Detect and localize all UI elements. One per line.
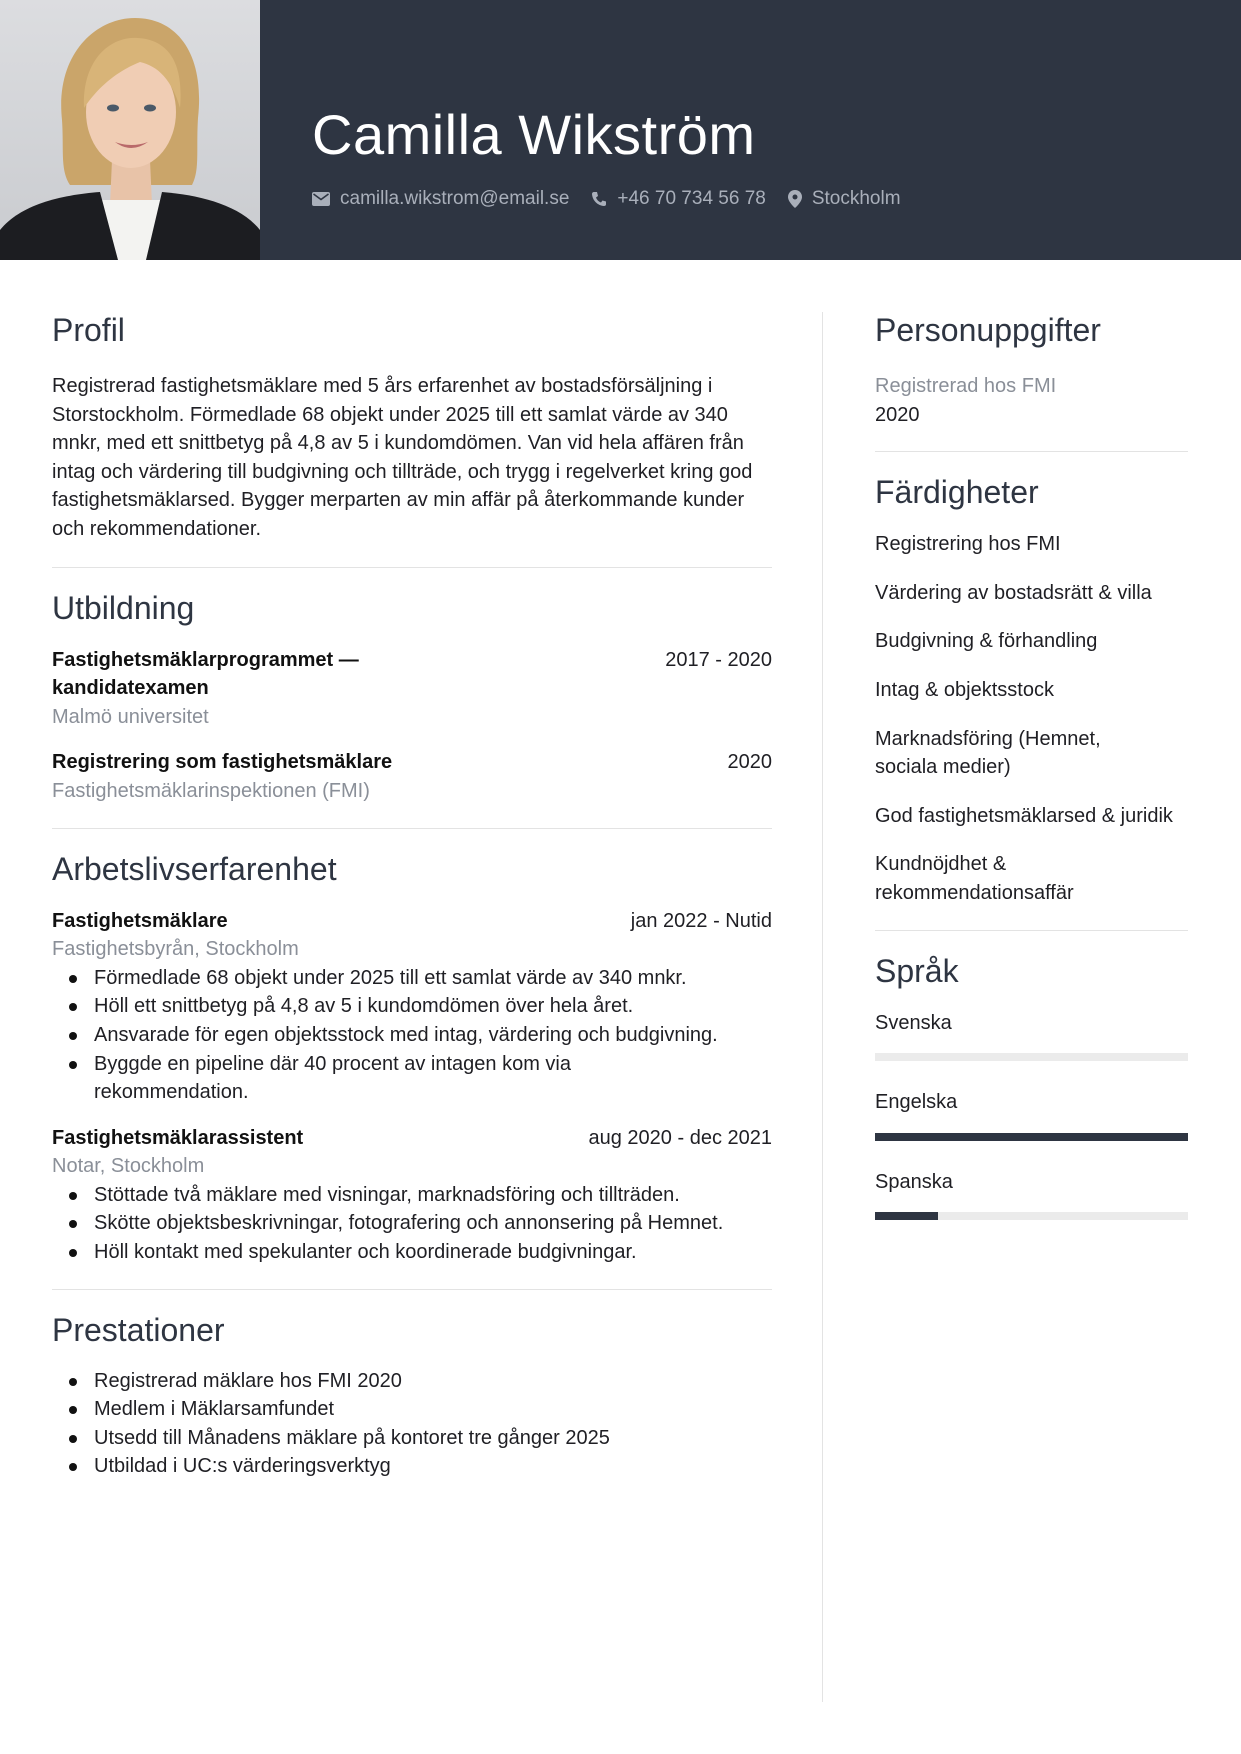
phone-text: +46 70 734 56 78 bbox=[617, 188, 766, 209]
job-company: Notar, Stockholm bbox=[52, 1155, 205, 1178]
location-pin-icon bbox=[788, 190, 802, 208]
experience-title: Arbetslivserfarenhet bbox=[52, 850, 337, 887]
education-degree: Fastighetsmäklarprogrammet — kandidatexamen bbox=[52, 648, 359, 700]
profile-photo bbox=[0, 0, 260, 260]
candidate-name: Camilla Wikström bbox=[312, 103, 756, 166]
personal-title: Personuppgifter bbox=[875, 312, 1101, 348]
personal-label: Registrerad hos FMI bbox=[875, 375, 1057, 397]
portrait-image bbox=[0, 0, 260, 260]
achievements-title: Prestationer bbox=[52, 1311, 225, 1348]
list-item: Skötte objektsbeskrivningar, fotografering och annonsering på Hemnet. bbox=[52, 1209, 772, 1238]
divider bbox=[875, 451, 1188, 452]
language-name: Spanska bbox=[875, 1170, 953, 1193]
skill-item: Registrering hos FMI bbox=[875, 533, 1061, 556]
list-item: Höll ett snittbetyg på 4,8 av 5 i kundomdömen över hela året. bbox=[52, 992, 772, 1021]
education-section bbox=[52, 588, 772, 806]
language-level-bar bbox=[875, 1212, 1188, 1220]
language-level-fill bbox=[875, 1133, 1188, 1141]
list-item: Höll kontakt med spekulanter och koordinerade budgivningar. bbox=[52, 1238, 772, 1267]
education-date: 2017 - 2020 bbox=[665, 648, 772, 671]
experience-item bbox=[52, 1124, 772, 1267]
language-level-bar bbox=[875, 1053, 1188, 1061]
skill-item: God fastighetsmäklarsed & juridik bbox=[875, 804, 1173, 827]
experience-section bbox=[52, 849, 772, 1267]
personal-value: 2020 bbox=[875, 403, 920, 426]
divider bbox=[52, 1289, 772, 1290]
list-item: Förmedlade 68 objekt under 2025 till ett samlat värde av 340 mnkr. bbox=[52, 964, 772, 993]
job-bullets bbox=[52, 1181, 772, 1267]
divider bbox=[52, 828, 772, 829]
skills-title: Färdigheter bbox=[875, 474, 1039, 511]
list-item: Utbildad i UC:s värderingsverktyg bbox=[52, 1452, 772, 1481]
list-item: Registrerad mäklare hos FMI 2020 bbox=[52, 1367, 772, 1396]
skill-item: Kundnöjdhet & rekommendationsaffär bbox=[875, 853, 1074, 904]
list-item: Ansvarade för egen objektsstock med intag, värdering och budgivning. bbox=[52, 1021, 772, 1050]
side-column bbox=[875, 310, 1188, 1220]
education-degree: Registrering som fastighetsmäklare bbox=[52, 751, 393, 774]
achievements-list bbox=[52, 1367, 772, 1481]
skills-list bbox=[875, 530, 1188, 907]
main-column bbox=[52, 310, 772, 1481]
location-text: Stockholm bbox=[811, 188, 901, 209]
skill-item: Värdering av bostadsrätt & villa bbox=[875, 581, 1152, 604]
header-text bbox=[312, 100, 901, 210]
language-name: Svenska bbox=[875, 1011, 952, 1034]
education-school: Fastighetsmäklarinspektionen (FMI) bbox=[52, 779, 370, 802]
phone-icon bbox=[591, 191, 607, 207]
language-item bbox=[875, 1009, 1188, 1062]
language-name: Engelska bbox=[875, 1091, 958, 1114]
list-item: Byggde en pipeline där 40 procent av intagen kom via rekommendation. bbox=[52, 1050, 772, 1107]
education-item bbox=[52, 748, 772, 805]
profile-title: Profil bbox=[52, 312, 125, 348]
experience-item bbox=[52, 907, 772, 1107]
job-bullets bbox=[52, 964, 772, 1107]
language-level-fill bbox=[875, 1212, 938, 1220]
list-item: Stöttade två mäklare med visningar, marknadsföring och tillträden. bbox=[52, 1181, 772, 1210]
education-item bbox=[52, 646, 772, 732]
list-item: Medlem i Mäklarsamfundet bbox=[52, 1395, 772, 1424]
skills-section bbox=[875, 472, 1188, 907]
language-item bbox=[875, 1168, 1188, 1221]
skill-item: Budgivning & förhandling bbox=[875, 630, 1098, 653]
contact-email[interactable] bbox=[312, 188, 569, 210]
education-title: Utbildning bbox=[52, 589, 195, 626]
achievements-section bbox=[52, 1310, 772, 1481]
contact-bar bbox=[312, 188, 901, 210]
email-text: camilla.wikstrom@email.se bbox=[340, 188, 570, 209]
skill-item: Marknadsföring (Hemnet, sociala medier) bbox=[875, 727, 1101, 779]
divider bbox=[52, 567, 772, 568]
column-divider bbox=[822, 312, 823, 1702]
divider bbox=[875, 930, 1188, 931]
profile-section bbox=[52, 310, 772, 544]
languages-section bbox=[875, 951, 1188, 1221]
list-item: Utsedd till Månadens mäklare på kontoret tre gånger 2025 bbox=[52, 1424, 772, 1453]
job-title: Fastighetsmäklarassistent bbox=[52, 1126, 304, 1149]
education-date: 2020 bbox=[727, 751, 772, 774]
job-company: Fastighetsbyrån, Stockholm bbox=[52, 938, 299, 961]
header bbox=[0, 0, 1241, 260]
contact-location bbox=[788, 188, 901, 210]
envelope-icon bbox=[312, 192, 330, 206]
profile-text: Registrerad fastighetsmäklare med 5 års erfarenhet av bostadsförsäljning i Storstockholm. Förmedlade 68 objekt under 2025 till ett samlat värde av 340 mnkr, med ett snittbetyg på 4,8 av 5 i kundomdömen. Van vid hela affären från intag och värdering till budgivning och tillträde, och trygg i regelverket kring god fastighetsmäklarsed. Bygger merparten av min affär på återkommande kunder och rekommendationer. bbox=[52, 375, 753, 540]
language-level-bar bbox=[875, 1133, 1188, 1141]
education-school: Malmö universitet bbox=[52, 705, 209, 728]
personal-section bbox=[875, 310, 1188, 429]
skill-item: Intag & objektsstock bbox=[875, 678, 1054, 701]
job-date: aug 2020 - dec 2021 bbox=[588, 1126, 772, 1149]
job-date: jan 2022 - Nutid bbox=[630, 909, 772, 932]
language-item bbox=[875, 1088, 1188, 1141]
job-title: Fastighetsmäklare bbox=[52, 909, 228, 932]
contact-phone[interactable] bbox=[591, 188, 765, 210]
languages-title: Språk bbox=[875, 952, 959, 989]
